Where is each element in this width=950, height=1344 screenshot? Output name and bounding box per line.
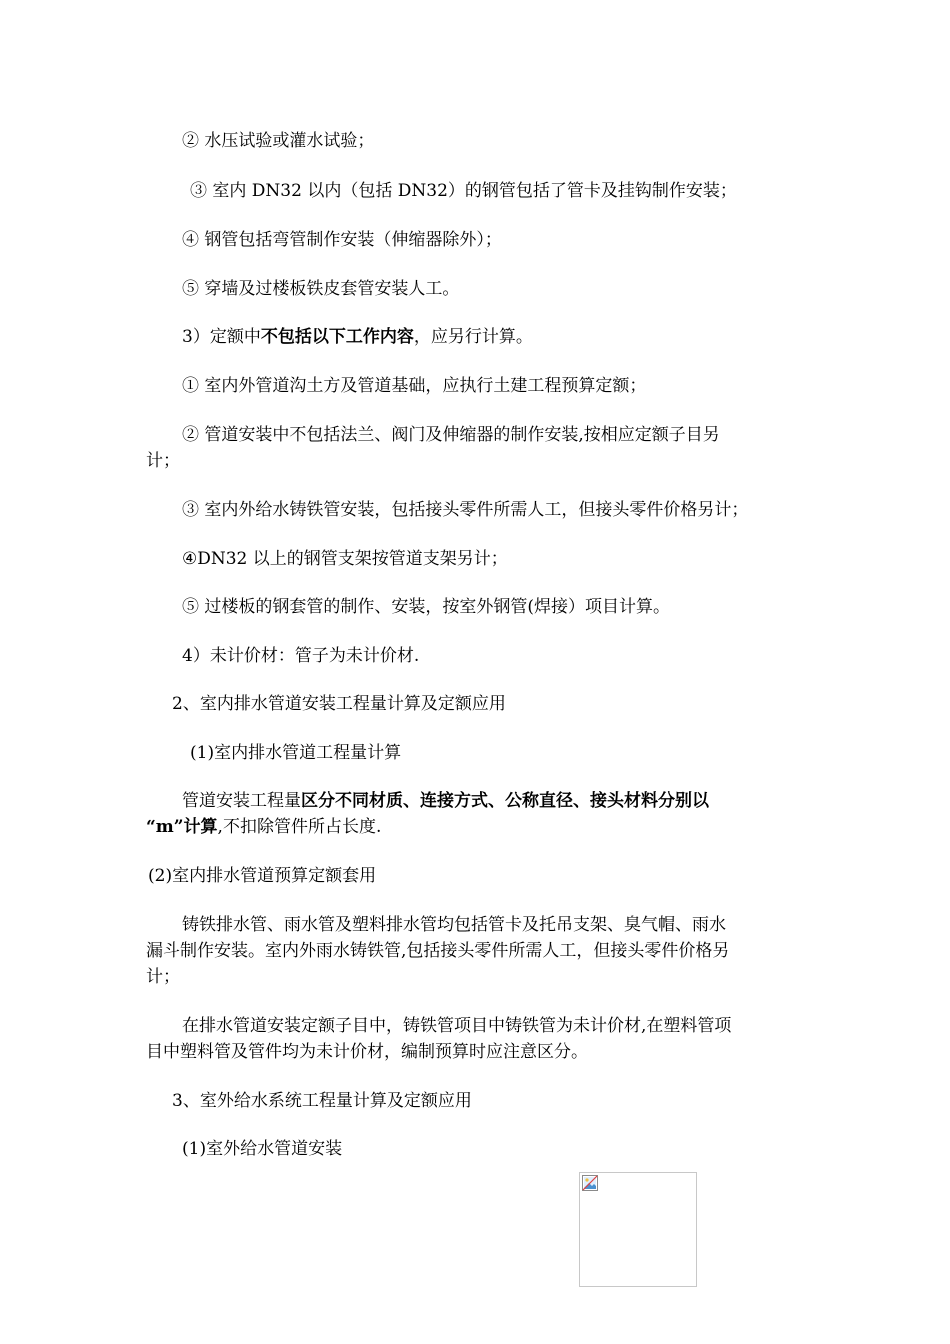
para-sleeve: ⑤ 穿墙及过楼板铁皮套管安装人工。 xyxy=(182,279,460,299)
para-support: ④DN32 以上的钢管支架按管道支架另计； xyxy=(182,549,508,569)
para-dn32-steel: ③ 室内 DN32 以内（包括 DN32）的钢管包括了管卡及挂钩制作安装； xyxy=(190,181,737,201)
subsection-2-2: (2)室内排水管道预算定额套用 xyxy=(148,866,377,886)
subsection-2-1: (1)室内排水管道工程量计算 xyxy=(190,743,402,763)
para-bend-pipe: ④ 钢管包括弯管制作安装（伸缩器除外）； xyxy=(182,230,502,250)
broken-image-icon xyxy=(582,1175,598,1191)
quantity-prefix: 管道安装工程量 xyxy=(182,791,301,811)
quantity-suffix: ,不扣除管件所占长度. xyxy=(217,817,382,837)
excluded-suffix: ，应另行计算。 xyxy=(413,327,533,347)
quantity-unit-bold: “m”计算 xyxy=(146,817,218,837)
para-drain-quota-line1: 在排水管道安装定额子目中，铸铁管项目中铸铁管为未计价材,在塑料管项 xyxy=(182,1016,732,1036)
subsection-3-1: (1)室外给水管道安装 xyxy=(182,1139,343,1159)
para-quantity-line1 xyxy=(182,788,709,814)
para-drain-line1: 铸铁排水管、雨水管及塑料排水管均包括管卡及托吊支架、臭气帽、雨水 xyxy=(182,915,726,935)
para-drain-quota-line2: 目中塑料管及管件均为未计价材，编制预算时应注意区分。 xyxy=(146,1042,588,1062)
image-placeholder xyxy=(579,1172,697,1287)
excluded-bold: 不包括以下工作内容 xyxy=(260,327,414,347)
para-drain-line2: 漏斗制作安装。室内外雨水铸铁管,包括接头零件所需人工，但接头零件价格另 xyxy=(146,941,730,961)
para-excluded-heading xyxy=(182,324,533,350)
para-earthwork: ① 室内外管道沟土方及管道基础，应执行土建工程预算定额； xyxy=(182,376,647,396)
para-steel-sleeve: ⑤ 过楼板的钢套管的制作、安装，按室外钢管(焊接）项目计算。 xyxy=(182,597,671,617)
para-quantity-line2 xyxy=(146,814,381,840)
para-cast-iron: ③ 室内外给水铸铁管安装，包括接头零件所需人工，但接头零件价格另计； xyxy=(182,500,749,520)
quantity-bold: 区分不同材质、连接方式、公称直径、接头材料分别以 xyxy=(301,791,709,811)
para-hydro-test: ② 水压试验或灌水试验； xyxy=(182,131,375,151)
para-flange-line2: 计； xyxy=(146,451,180,471)
section-2-heading: 2、室内排水管道安装工程量计算及定额应用 xyxy=(172,694,506,714)
para-drain-line3: 计； xyxy=(146,967,180,987)
excluded-prefix: 3）定额中 xyxy=(182,327,261,347)
para-flange-line1: ② 管道安装中不包括法兰、阀门及伸缩器的制作安装,按相应定额子目另 xyxy=(182,425,720,445)
para-unpriced: 4）未计价材：管子为未计价材. xyxy=(182,646,420,666)
section-3-heading: 3、室外给水系统工程量计算及定额应用 xyxy=(172,1091,472,1111)
